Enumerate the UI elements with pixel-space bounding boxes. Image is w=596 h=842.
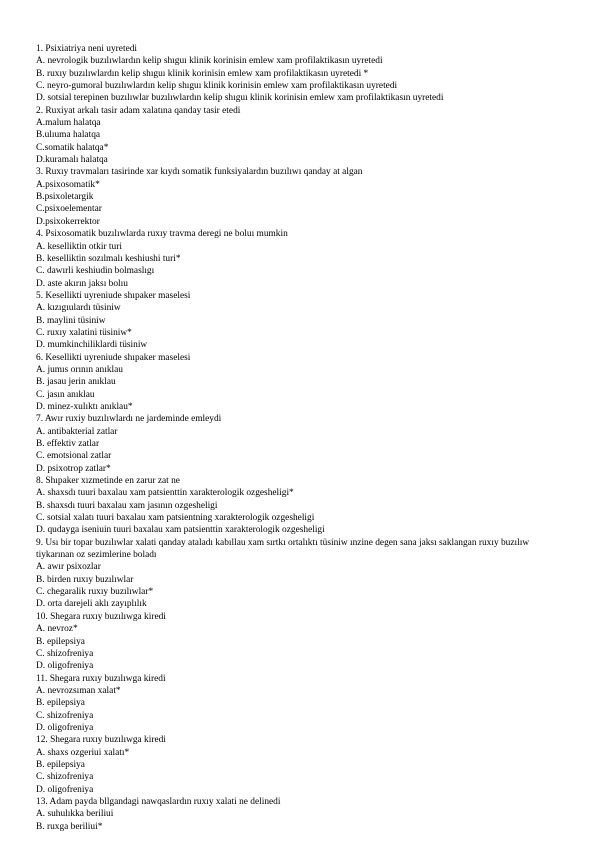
text-line: D. orta darejeli aklı zayıplılık bbox=[36, 599, 147, 610]
text-line: D. psixotrop zatlar* bbox=[36, 463, 111, 474]
text-line: A. suhulıkka beriliui bbox=[36, 809, 114, 820]
text-line: C. jasın anıklau bbox=[36, 389, 95, 400]
text-line: D. mumkinchiliklardi tüsiniw bbox=[36, 340, 148, 351]
text-line: D.psixokerrektor bbox=[36, 216, 100, 227]
text-line: 7. Awır ruxiy buzılıwlardı ne jardeminde emleydi bbox=[36, 414, 222, 425]
text-line: A. shaxs ozgeriui xalatı* bbox=[36, 747, 130, 758]
text-line: B. ruxga beriliui* bbox=[36, 821, 103, 832]
text-line: C.psixoelementar bbox=[36, 204, 102, 215]
text-line: D. sotsial terepinen buzılıwlar buzılıwlardın kelip shıguı klinik korinisin emlew xam profilaktikasın uyretedi bbox=[36, 93, 444, 104]
text-line: B. epilepsiya bbox=[36, 759, 85, 770]
text-line: C. emotsional zatlar bbox=[36, 451, 112, 462]
question-list bbox=[36, 43, 556, 833]
text-line: A. antibakterial zatlar bbox=[36, 426, 118, 437]
text-line: A. nevrologik buzılıwlardın kelip shıguı klinik korinisin emlew xam profilaktikasın uyretedi bbox=[36, 56, 383, 67]
text-line: A.psixosomatik* bbox=[36, 179, 100, 190]
text-line: D. qudayga iseniuin tuuri baxalau xam patsienttin xarakterologik ozgesheligi bbox=[36, 525, 325, 536]
text-line: 9. Usı bir topar buzılıwlar xalati qanday ataladı kabıllau xam sırtkı ortalıktı tüsiniw ınzine degen sana jaksı saklangan ruxıy buzılıw tiykarınan oz sezimlerine boladı bbox=[36, 537, 530, 561]
text-line: A. kızıgıulardı tüsiniw bbox=[36, 303, 121, 314]
text-line: C. shizofreniya bbox=[36, 772, 94, 783]
text-line: 3. Ruxıy travmaları tasirinde xar kıydı somatik funksiyalardın buzılıwı qanday at algan bbox=[36, 167, 363, 178]
text-line: B. epilepsiya bbox=[36, 636, 85, 647]
text-line: D. oligofreniya bbox=[36, 784, 94, 795]
text-line: 4. Psixosomatik buzılıwlarda ruxıy travma deregi ne boluı mumkin bbox=[36, 229, 288, 240]
text-line: B. keselliktin sozılmalı keshiushi turi* bbox=[36, 253, 181, 264]
text-line: 1. Psixiatriya neni uyretedi bbox=[36, 44, 138, 54]
text-line: D. oligofreniya bbox=[36, 661, 94, 672]
text-line: B. birden ruxıy buzılıwlar bbox=[36, 574, 134, 585]
text-line: B. maylini tüsiniw bbox=[36, 315, 106, 326]
text-line: 13. Adam payda bllgandagi nawqaslardın ruxıy xalati ne delinedi bbox=[36, 796, 281, 807]
text-line: 6. Kesellikti uyreniude shıpaker maselesi bbox=[36, 352, 191, 363]
text-line: 8. Shıpaker xızmetinde en zarur zat ne bbox=[36, 476, 180, 487]
text-line: C. chegaralik ruxıy buzılıwlar* bbox=[36, 587, 154, 598]
text-line: D. aste akırın jaksı bolıu bbox=[36, 278, 128, 289]
text-line: A. shaxsdı tuuri baxalau xam patsienttin xarakterologik ozgesheligi* bbox=[36, 488, 294, 499]
text-line: C. neyro-gumoral buzılıwlardın kelip shıguı klinik korinisin emlew xam profilaktikasın uyretedi bbox=[36, 81, 398, 92]
text-line: B.ulıuma halatqa bbox=[36, 130, 101, 141]
text-line: 2. Ruxiyat arkalı tasir adam xalatına qanday tasir etedi bbox=[36, 105, 241, 116]
text-line: B. jasau jerin anıklau bbox=[36, 377, 116, 388]
text-line: A. awır psixozlar bbox=[36, 562, 101, 573]
text-line: C. ruxıy xalatini tüsiniw* bbox=[36, 327, 132, 338]
text-line: C.somatik halatqa* bbox=[36, 142, 109, 153]
text-line: A. nevroz* bbox=[36, 624, 78, 635]
text-line: C. dawırli keshiudin bolmaslıgı bbox=[36, 266, 155, 277]
text-line: 11. Shegara ruxıy buzılıwga kiredi bbox=[36, 673, 166, 684]
text-line: A. nevrozsıman xalat* bbox=[36, 685, 121, 696]
text-line: C. shizofreniya bbox=[36, 710, 94, 721]
text-line: B. shaxsdı tuuri baxalau xam jasının ozgesheligi bbox=[36, 500, 218, 511]
text-line: D. minez-xulıktı anıklau* bbox=[36, 401, 133, 412]
text-line: A. jumıs orının anıklau bbox=[36, 364, 123, 375]
text-line: B. effektiv zatlar bbox=[36, 439, 100, 449]
text-line: A. keselliktin otkir turi bbox=[36, 241, 122, 252]
text-line: C. shizofreniya bbox=[36, 648, 94, 659]
text-line: B. ruxıy buzılıwlardın kelip shıguı klinik korinisin emlew xam profilaktikasın uyretedi * bbox=[36, 68, 369, 79]
text-line: B. epilepsiya bbox=[36, 698, 85, 709]
text-line: D.kuramalı halatqa bbox=[36, 155, 108, 166]
text-line: B.psixoletargik bbox=[36, 192, 94, 203]
text-line: D. oligofreniya bbox=[36, 722, 94, 733]
text-line: A.malum halatqa bbox=[36, 118, 101, 129]
text-line: C. sotsial xalatı tuuri baxalau xam patsientning xarakterologik ozgesheligi bbox=[36, 513, 315, 524]
text-line: 5. Kesellikti uyreniude shıpaker maselesi bbox=[36, 290, 191, 301]
text-line: 10. Shegara ruxıy buzılıwga kiredi bbox=[36, 611, 166, 622]
text-line: 12. Shegara ruxıy buzılıwga kiredi bbox=[36, 735, 166, 746]
